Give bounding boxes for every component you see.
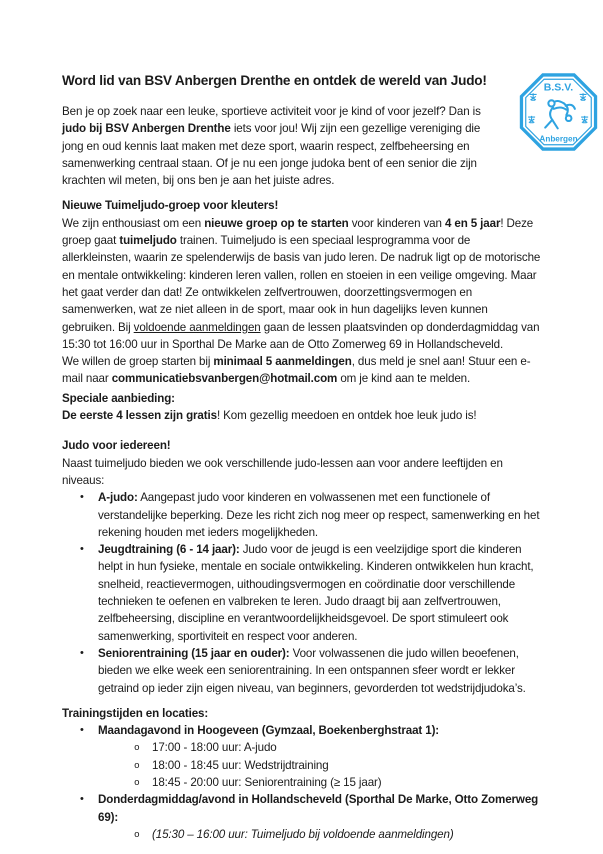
text-run: ! Deze groep gaat [62,216,534,248]
text-run: voor kinderen van [348,216,445,230]
text-run: A-judo: [98,491,138,505]
bullet-marker: • [80,646,84,659]
section-heading [62,437,542,454]
bullet-marker: • [80,543,84,556]
text-run: judo bij BSV Anbergen Drenthe [62,122,231,136]
text-run: Speciale aanbieding: [62,391,175,405]
bullet-item [62,541,542,645]
section-heading [62,197,542,214]
text-run: 18:00 - 18:45 uur: Wedstrijdtraining [152,758,329,772]
text-run: 17:00 - 18:00 uur: A-judo [152,741,277,755]
bullet-item [62,791,542,826]
paragraph [62,103,490,189]
paragraph [62,407,542,424]
sub-bullet-text [152,757,542,774]
text-run: ! Kom gezellig meedoen en ontdek hoe leuk judo is! [216,409,477,423]
text-run: Seniorentraining (15 jaar en ouder): [98,646,290,660]
text-run: minimaal 5 aanmeldingen [213,355,352,369]
text-run: De eerste 4 lessen zijn gratis [62,409,217,423]
text-run: Donderdagmiddag/avond in Hollandscheveld (Sporthal De Marke, Otto Zomerweg 69): [98,793,539,824]
bullet-text [98,541,542,645]
text-run: 18:45 - 20:00 uur: Seniorentraining (≥ 15 jaar) [152,775,382,789]
section-heading [62,705,542,722]
text-run: Aangepast judo voor kinderen en volwassenen met een functionele of verstandelijke beperking. Deze les richt zich nog meer op respect, samenwerking en het rekening houden met ieders mogelijkheden. [98,491,540,539]
paragraph [62,455,542,490]
sub-bullet-item [62,774,542,791]
sub-bullet-item [62,757,542,774]
bullet-marker: • [80,793,84,806]
bullet-text [98,489,542,541]
bullet-list [62,722,542,843]
text-run: voldoende aanmeldingen [133,320,261,334]
text-run: Jeugdtraining (6 - 14 jaar): [98,543,240,557]
sub-bullet-marker: o [134,828,140,840]
logo-text-anbergen: Anbergen [539,134,578,144]
document-content [62,72,542,843]
text-run: Maandagavond in Hoogeveen (Gymzaal, Boekenberghstraat 1): [98,724,440,738]
sub-bullet-marker: o [134,742,140,754]
text-run: communicatiebsvanbergen@hotmail.com [111,372,338,386]
sub-bullet-text [152,739,542,756]
text-run: (15:30 – 16:00 uur: Tuimeljudo bij voldoende aanmeldingen) [152,827,454,841]
sub-bullet-marker: o [134,759,140,771]
text-run: Judo voor iedereen! [62,439,171,453]
bullet-text [98,645,542,697]
bullet-text [98,722,542,739]
kanji-glyph-lower-right [581,116,588,123]
text-run: om je kind aan te melden. [337,372,471,386]
bullet-marker: • [80,491,84,504]
text-run: Naast tuimeljudo bieden we ook verschillende judo-lessen aan voor andere leeftijden en niveaus: [62,456,503,487]
sub-bullet-text [152,826,542,843]
sub-bullet-marker: o [134,776,140,788]
text-run: We zijn enthousiast om een [62,216,205,230]
text-run: tuimeljudo [119,234,177,248]
text-run: iets voor jou! Wij zijn een gezellige vereniging die jong en oud kennis laat maken met deze sport, waarin respect, zelfbeheersing en samenwerking centraal staan. Of je nu een jonge judoka bent of een senior die zijn krachten wil meten, bij ons ben je aan het juiste adres. [62,122,481,188]
text-run: gaan de lessen plaatsvinden op donderdagmiddag van 15:30 tot 16:00 uur in Sporthal De Marke aan de Otto Zomerweg 69 in Hollandscheveld. [62,320,540,351]
paragraph [62,353,542,388]
text-run: trainen. Tuimeljudo is een speciaal lesprogramma voor de allerkleinsten, waarin ze spelenderwijs de basis van judo leren. De nadruk ligt op de motorische en mentale ontwikkeling: kinderen leren vallen, rollen en stoeien in een veilige omgeving. Maar het gaat verder dan dat! Ze ontwikkelen zelfvertrouwen, doorzettingsvermogen en samenwerken, wat ze niet alleen in de sport, maar ook in hun dagelijks leven kunnen gebruiken. Bij [62,234,541,334]
text-run: Trainingstijden en locaties: [62,706,209,720]
section-heading [62,390,542,407]
bullet-marker: • [80,724,84,737]
text-run: Judo voor de jeugd is een veelzijdige sport die kinderen helpt in hun fysieke, mentale en sociale ontwikkeling. Kinderen ontwikkelen hun kracht, snelheid, reactievermogen, uithoudingsvermogen en coördinatie door verschillende technieken te oefenen en valbreken te leren. Judo draagt bij aan zelfvertrouwen, zelfbeheersing, discipline en verantwoordelijkheidsgevoel. De sport stimuleert ook samenwerking, sportiviteit en respect voor anderen. [98,543,534,643]
logo-text-bsv: B.S.V. [543,81,574,94]
paragraph [62,215,542,353]
text-run: Voor volwassenen die judo willen beoefenen, bieden we elke week een seniorentraining. In een ontspannen sfeer wordt er lekker getraind op ieder zijn eigen niveau, van beginners, gevorderden tot wedstrijdjudoka’s. [98,646,526,695]
text-run: We willen de groep starten bij [62,355,214,369]
bullet-item [62,645,542,697]
sub-bullet-item [62,739,542,756]
sub-bullet-text [152,774,542,791]
kanji-glyph-upper-right [580,93,587,100]
text-run: Word lid van BSV Anbergen Drenthe en ontdek de wereld van Judo! [62,73,487,88]
text-run: Ben je op zoek naar een leuke, sportieve activiteit voor je kind of voor jezelf? Dan is [62,105,481,118]
bullet-text [98,791,542,826]
text-run: 4 en 5 jaar [444,216,501,230]
judoka-figures-icon [545,100,575,128]
sub-bullet-item [62,826,542,843]
text-run: , dus meld je snel aan! Stuur een e-mail naar [62,355,531,386]
text-run: nieuwe groep op te starten [204,216,349,230]
bullet-item [62,722,542,739]
text-run: Nieuwe Tuimeljudo-groep voor kleuters! [62,199,279,213]
bullet-list [62,489,542,697]
bullet-item [62,489,542,541]
document-title [62,72,542,90]
